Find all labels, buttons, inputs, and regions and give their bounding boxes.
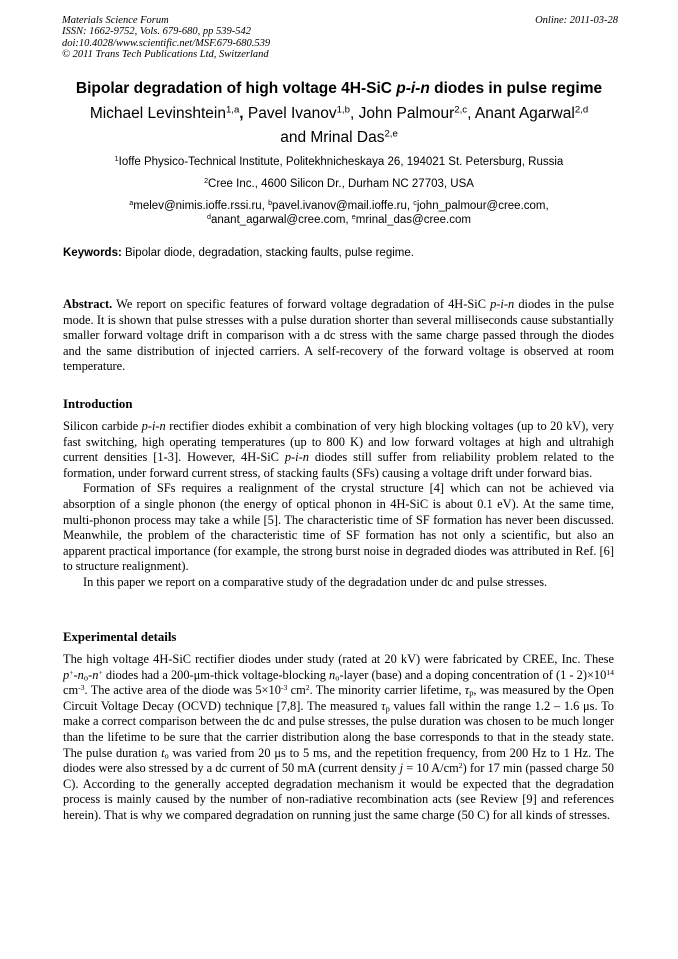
online-date: Online: 2011-03-28 [535, 15, 618, 26]
email-line-1: $^a$melev@nimis.ioffe.rssi.ru, $^b$pavel.ivanov@mail.ioffe.ru, $^c$john_palmour@cree.com, [129, 199, 549, 212]
paper-title: Bipolar degradation of high voltage 4H-SiC p-i-n diodes in pulse regime [75, 80, 603, 97]
introduction-heading: Introduction [63, 397, 133, 411]
experimental-heading: Experimental details [63, 630, 177, 644]
experimental-body: The high voltage 4H-SiC rectifier diodes under study (rated at 20 kV) were fabricated by CREE, Inc. These $p^+-n_o-n^+$ diodes had a 200-μm-thick voltage-blocking $n_o$-layer (base) and a doping concentration of $(1 - 2)\times 10^{14}$ $cm^{-3}$. The active area of the diode was $5\times 10^{-3}$ $cm^2$. The minority carrier lifetime, $\tau_p$, was measured by the Open Circuit Voltage Decay (OCVD) technique [7,8]. The measured $\tau_p$ values fall within the range 1.2 – 1.6 μs. To make a correct comparison between the dc and pulse stresses, the pulse duration was chosen to be much longer than the lifetime to be sure that the carrier distribution along the base corresponds to that in the steady state. The pulse duration $t_o$ was varied from 20 μs to 5 ms, and the repetition frequency, from 200 Hz to 1 Hz. The diodes were also stressed by a dc current of 50 mA (current density j = 10 $A/cm^2$) for 17 min (passed charge 50 C). According to the generally accepted degradation mechanism it would be expected that the degradation process is mainly caused by the number of non-radiative recombination acts (see Review [9] and references herein). That is why we compared degradation on running just the same charge (50 C) for all kinds of stresses. [63, 652, 615, 822]
intro-paragraph-1: Silicon carbide p-i-n rectifier diodes exhibit a combination of very high blocking voltages (up to 20 kV), very fast switching, high operating temperatures (up to 800 K) and low forward voltages at high and ultrahigh current densities [1-3]. However, 4H-SiC p-i-n diodes still suffer from reliability problem related to the formation, under forward current stress, of stacking faults (SFs) causing a voltage drift under forward bias. [63, 419, 614, 480]
doi-line: doi:10.4028/www.scientific.net/MSF.679-680.539 [62, 37, 271, 49]
keywords: Keywords: Bipolar diode, degradation, stacking faults, pulse regime. [63, 247, 414, 259]
author-line-2: and Mrinal Das$^{2,e}$ [280, 128, 398, 146]
copyright-line: © 2011 Trans Tech Publications Ltd, Switzerland [62, 48, 269, 60]
introduction-body [63, 419, 614, 591]
abstract: Abstract. We report on specific features of forward voltage degradation of 4H-SiC p-i-n diodes in the pulse mode. It is shown that pulse stresses with a pulse duration shorter than several milliseconds cause substantially smaller forward voltage drift in comparison with a dc stress with the same charge passed through the diodes and the same distribution of injected carriers. A self-recovery of the forward voltage is observed at room temperature. [63, 297, 614, 374]
affiliation-2: $^2$Cree Inc., 4600 Silicon Dr., Durham NC 27703, USA [204, 177, 474, 190]
issn-line: ISSN: 1662-9752, Vols. 679-680, pp 539-542 [62, 26, 251, 38]
journal-name: Materials Science Forum [62, 15, 169, 26]
email-line-2: $^d$anant_agarwal@cree.com, $^e$mrinal_das@cree.com [207, 213, 471, 226]
intro-paragraph-2: Formation of SFs requires a realignment of the crystal structure [4] which can not be achieved via absorption of a single phonon (the energy of optical phonon in 4H-SiC is about 0.1 eV). At the same time, multi-phonon process may take a while [5]. The characteristic time of SF formation has never been discussed. Meanwhile, the problem of the characteristic time of SF formation has not only a scientific, but also an apparent practical importance (for example, the strong burst noise in degraded diodes was attributed in Ref. [6] to structure realignment). [63, 481, 614, 574]
journal-header [62, 15, 618, 60]
affiliation-1: $^1$Ioffe Physico-Technical Institute, Politekhnicheskaya 26, 194021 St. Petersburg, Russia [114, 155, 564, 168]
author-line-1: Michael Levinshtein$^{1,a}$, Pavel Ivanov$^{1,b}$, John Palmour$^{2,c}$, Anant Agarwal$^{2,d}$ [89, 104, 589, 122]
intro-paragraph-3: In this paper we report on a comparative study of the degradation under dc and pulse stresses. [83, 574, 548, 589]
